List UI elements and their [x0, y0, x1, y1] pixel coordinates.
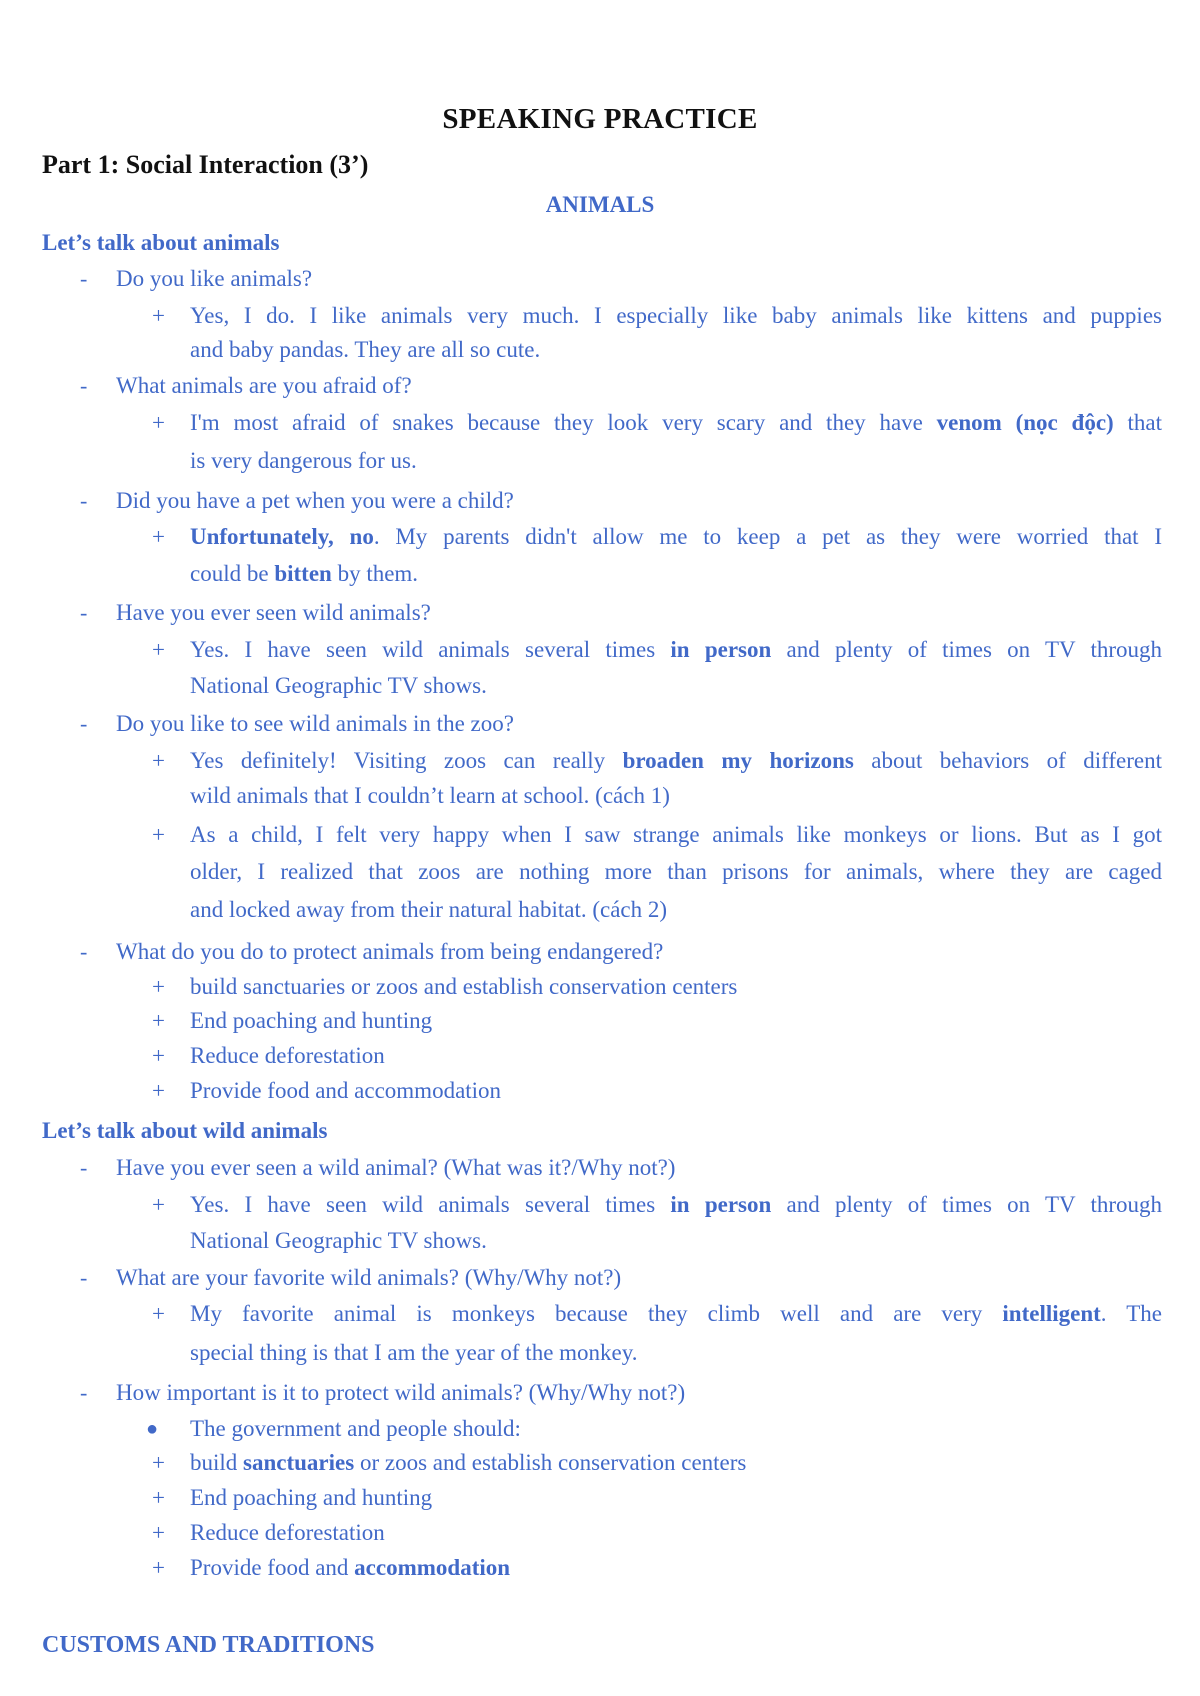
- plus-marker: +: [152, 974, 165, 999]
- bullet-marker: ●: [146, 1418, 159, 1440]
- question-afraid-of: What animals are you afraid of?: [116, 373, 412, 398]
- question-zoo: Do you like to see wild animals in the zoo?: [116, 711, 514, 736]
- plus-marker: +: [152, 1078, 165, 1103]
- answer-line: and locked away from their natural habitat. (cách 2): [190, 897, 668, 922]
- list-item: build sanctuaries or zoos and establish conservation centers: [190, 1450, 747, 1475]
- section-heading-animals: Let’s talk about animals: [42, 230, 280, 255]
- answer-line: could be bitten by them.: [190, 561, 419, 586]
- answer-line: Yes. I have seen wild animals several times in person and plenty of times on TV through: [190, 1192, 1162, 1217]
- plus-marker: +: [152, 1485, 165, 1510]
- question-pet-child: Did you have a pet when you were a child?: [116, 488, 514, 513]
- dash-marker: -: [80, 711, 88, 736]
- answer-line: Yes. I have seen wild animals several times in person and plenty of times on TV through: [190, 637, 1162, 662]
- answer-line: As a child, I felt very happy when I saw strange animals like monkeys or lions. But as I got: [190, 822, 1162, 847]
- page-title: SPEAKING PRACTICE: [442, 103, 758, 135]
- dash-marker: -: [80, 939, 88, 964]
- answer-line: Unfortunately, no. My parents didn't allow me to keep a pet as they were worried that I: [190, 524, 1162, 549]
- list-item: Provide food and accommodation: [190, 1078, 502, 1103]
- question-like-animals: Do you like animals?: [116, 266, 313, 291]
- dash-marker: -: [80, 1380, 88, 1405]
- plus-marker: +: [152, 1301, 165, 1326]
- plus-marker: +: [152, 1450, 165, 1475]
- question-importance-protect: How important is it to protect wild animals? (Why/Why not?): [116, 1380, 686, 1405]
- answer-line: Yes definitely! Visiting zoos can really broaden my horizons about behaviors of different: [190, 748, 1162, 773]
- answer-line: special thing is that I am the year of the monkey.: [190, 1340, 638, 1365]
- dash-marker: -: [80, 1155, 88, 1180]
- list-item: End poaching and hunting: [190, 1485, 433, 1510]
- dash-marker: -: [80, 488, 88, 513]
- plus-marker: +: [152, 303, 165, 328]
- list-item: Provide food and accommodation: [190, 1555, 511, 1580]
- plus-marker: +: [152, 1192, 165, 1217]
- answer-line: older, I realized that zoos are nothing more than prisons for animals, where they are caged: [190, 859, 1162, 884]
- dash-marker: -: [80, 1265, 88, 1290]
- answer-line: wild animals that I couldn’t learn at school. (cách 1): [190, 783, 670, 808]
- question-favorite-wild: What are your favorite wild animals? (Why/Why not?): [116, 1265, 622, 1290]
- next-topic-heading: CUSTOMS AND TRADITIONS: [42, 1632, 375, 1658]
- plus-marker: +: [152, 822, 165, 847]
- section-heading-wild-animals: Let’s talk about wild animals: [42, 1118, 328, 1143]
- topic-heading: ANIMALS: [545, 192, 655, 217]
- dash-marker: -: [80, 373, 88, 398]
- part-heading: Part 1: Social Interaction (3’): [42, 150, 369, 179]
- list-item: build sanctuaries or zoos and establish conservation centers: [190, 974, 738, 999]
- list-item: Reduce deforestation: [190, 1043, 385, 1068]
- bullet-item: The government and people should:: [190, 1416, 521, 1441]
- dash-marker: -: [80, 266, 88, 291]
- plus-marker: +: [152, 1008, 165, 1033]
- plus-marker: +: [152, 1555, 165, 1580]
- list-item: Reduce deforestation: [190, 1520, 385, 1545]
- question-seen-wild-animal: Have you ever seen a wild animal? (What was it?/Why not?): [116, 1155, 676, 1180]
- answer-line: Yes, I do. I like animals very much. I especially like baby animals like kittens and puppies: [190, 303, 1162, 328]
- dash-marker: -: [80, 600, 88, 625]
- plus-marker: +: [152, 524, 165, 549]
- answer-line: I'm most afraid of snakes because they look very scary and they have venom (nọc độc) that: [190, 410, 1162, 435]
- question-seen-wild: Have you ever seen wild animals?: [116, 600, 431, 625]
- plus-marker: +: [152, 410, 165, 435]
- answer-line: and baby pandas. They are all so cute.: [190, 337, 541, 362]
- list-item: End poaching and hunting: [190, 1008, 433, 1033]
- question-protect-endangered: What do you do to protect animals from being endangered?: [116, 939, 664, 964]
- answer-line: is very dangerous for us.: [190, 448, 417, 473]
- answer-line: National Geographic TV shows.: [190, 1228, 487, 1253]
- answer-line: National Geographic TV shows.: [190, 673, 487, 698]
- plus-marker: +: [152, 748, 165, 773]
- plus-marker: +: [152, 637, 165, 662]
- plus-marker: +: [152, 1043, 165, 1068]
- plus-marker: +: [152, 1520, 165, 1545]
- answer-line: My favorite animal is monkeys because they climb well and are very intelligent. The: [190, 1301, 1162, 1326]
